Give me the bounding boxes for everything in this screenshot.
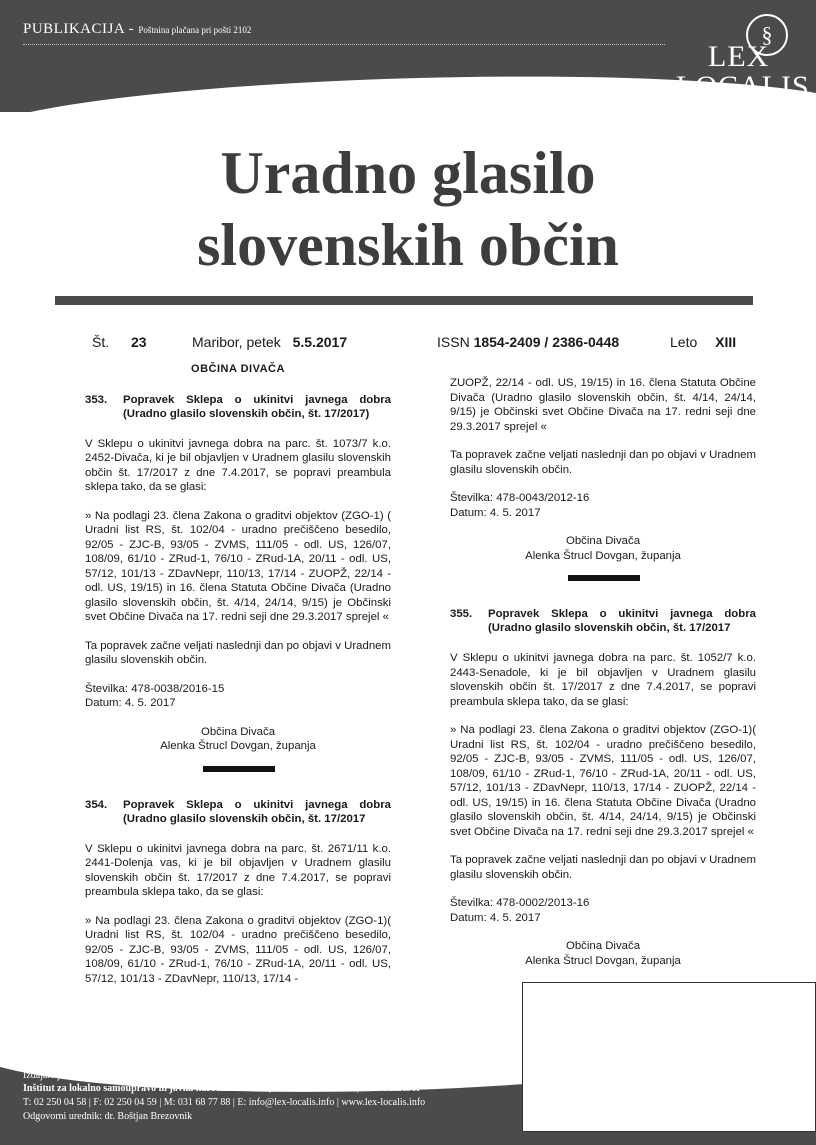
article-354-ref: Številka: 478-0043/2012-16 [450, 492, 590, 504]
article-353-effective: Ta popravek začne veljati naslednji dan po objavi v Uradnem glasilu slovenskih občin. [85, 639, 391, 666]
publisher-label: Izdajatelj: [23, 1070, 63, 1081]
issn-label: ISSN [437, 334, 470, 350]
article-353-title: Popravek Sklepa o ukinitvi javnega dobra (Uradno glasilo slovenskih občin, št. 17/2017) [123, 393, 391, 420]
article-354-title: Popravek Sklepa o ukinitvi javnega dobra (Uradno glasilo slovenskih občin, št. 17/2017 [123, 798, 391, 825]
issue-number-label: Št. [92, 334, 110, 350]
logo-lex-text: LEX [708, 40, 770, 73]
article-354-preamble-start: » Na podlagi 23. člena Zakona o graditvi objektov (ZGO-1)( Uradni list RS, št. 102/04 - uradno prečiščeno besedilo, 92/05 - ZJC-B, 93/05 - ZVMS, 111/05 - odl. US, 126/07, 108/09, 61/10 - ZRud-1, 76/10 - ZRud-1A, 20/11 - odl. US, 57/12, 101/13 - ZDavNepr, 110/13, 17/14 - [85, 914, 391, 985]
article-355-intro: V Sklepu o ukinitvi javnega dobra na parc. št. 1052/7 k.o. 2443-Senadole, ki je bil objavljen v Uradnem glasilu slovenskih občin št. 17/2017 z dne 7.4.2017, se popravi preambula sklepa tako, da se glasi: [450, 652, 756, 708]
header-band [0, 0, 816, 112]
publisher-contacts: T: 02 250 04 58 | F: 02 250 04 59 | M: 031 68 77 88 | E: info@lex-localis.info | www.lex-localis.info [23, 1097, 426, 1108]
address-label-box [522, 982, 816, 1132]
dotted-divider [23, 44, 665, 45]
issue-number [92, 334, 147, 350]
publisher-name: Inštitut za lokalno samoupravo in javna naročila Maribor, Smetanova ulica 30, 2000 Maribor [23, 1083, 421, 1094]
article-354-heading [85, 798, 391, 826]
masthead-rule [55, 296, 753, 305]
year-label: Leto [670, 334, 698, 350]
article-354-intro: V Sklepu o ukinitvi javnega dobra na parc. št. 2671/11 k.o. 2441-Dolenja vas, ki je bil objavljen v Uradnem glasilu slovenskih občin št. 17/2017 z dne 7.4.2017, se popravi preambula sklepa tako, da se glasi: [85, 842, 391, 898]
publication-dash: - [124, 21, 139, 37]
issn-value: 1854-2409 / 2386-0448 [473, 334, 620, 350]
issue-place-label: Maribor, petek [192, 334, 281, 350]
issue-date: 5.5.2017 [292, 334, 348, 350]
masthead-line-2: slovenskih občin [197, 212, 619, 278]
article-355-effective: Ta popravek začne veljati naslednji dan po objavi v Uradnem glasilu slovenskih občin. [450, 854, 756, 881]
article-355-title: Popravek Sklepa o ukinitvi javnega dobra (Uradno glasilo slovenskih občin, št. 17/2017 [488, 608, 756, 634]
issue-number-value: 23 [131, 334, 147, 350]
left-column [85, 362, 391, 986]
logo-localis-text: LOCALIS [676, 70, 810, 103]
article-353-sig-org: Občina Divača [200, 725, 276, 738]
article-353-ref: Številka: 478-0038/2016-15 [85, 682, 225, 695]
right-column [450, 376, 756, 968]
article-353-date: Datum: 4. 5. 2017 [85, 697, 176, 709]
article-353-number: 353. [85, 393, 108, 406]
article-355-heading [450, 607, 756, 635]
lex-localis-logo [672, 12, 812, 104]
year-value: XIII [715, 334, 737, 350]
article-355-date: Datum: 4. 5. 2017 [450, 911, 541, 924]
article-354-preamble-end: ZUOPŽ, 22/14 - odl. US, 19/15) in 16. člena Statuta Občine Divača (Uradno glasilo slovenskih občin, št. 4/14, 24/14, 9/15) je Občinski svet Občine Divača na 17. redni seji dne 29.3.2017 sprejel « [450, 377, 756, 433]
article-355-number: 355. [450, 608, 473, 620]
issue-place-date [192, 334, 347, 350]
article-354-effective: Ta popravek začne veljati naslednji dan po objavi v Uradnem glasilu slovenskih občin. [450, 449, 756, 476]
article-355-sig-name: Alenka Štrucl Dovgan, županja [525, 954, 681, 967]
article-354-sig-name: Alenka Štrucl Dovgan, županja [525, 549, 681, 562]
article-355-preamble: » Na podlagi 23. člena Zakona o graditvi objektov (ZGO-1)( Uradni list RS, št. 102/04 - uradno prečiščeno besedilo, 92/05 - ZJC-B, 93/05 - ZVMS, 111/05 - odl. US, 126/07, 108/09, 61/10 - ZRud-1, 76/10 - ZRud-1A, 20/11 - odl. US, 57/12, 101/13 - ZDavNepr, 110/13, 17/14 - ZUOPŽ, 22/14 - odl. US, 19/15) in 16. člena Statuta Občine Divača (Uradno glasilo slovenskih občin, št. 4/14, 24/14, 9/15) je Občinski svet Občine Divača na 17. redni seji dne 29.3.2017 sprejel « [450, 724, 756, 838]
article-353-sig-name: Alenka Štrucl Dovgan, županja [160, 740, 316, 752]
issue-year [670, 334, 736, 350]
article-354-sig-org: Občina Divača [565, 535, 641, 547]
article-355-ref: Številka: 478-0002/2013-16 [450, 897, 590, 909]
article-355-sig-org: Občina Divača [565, 940, 641, 952]
masthead-line-1: Uradno glasilo [220, 140, 596, 206]
article-353-intro: V Sklepu o ukinitvi javnega dobra na parc. št. 1073/7 k.o. 2452-Divača, ki je bil objavljen v Uradnem glasilu slovenskih občin št. 17/2017 z dne 7.4.2017, se popravi preambula sklepa tako, da se glasi: [85, 437, 391, 493]
municipality-heading: OBČINA DIVAČA [191, 363, 285, 375]
publication-line [23, 20, 251, 38]
article-354-date: Datum: 4. 5. 2017 [450, 506, 541, 519]
editor-line: Odgovorni urednik: dr. Boštjan Brezovnik [23, 1111, 193, 1122]
publication-title: PUBLIKACIJA [23, 21, 125, 37]
issue-issn [437, 334, 619, 350]
postage-note: Poštnina plačana pri pošti 2102 [138, 25, 252, 35]
article-353-preamble: » Na podlagi 23. člena Zakona o graditvi objektov (ZGO-1) ( Uradni list RS, št. 102/04 - uradno prečiščeno besedilo, 92/05 - ZJC-B, 93/05 - ZVMS, 111/05 - odl. US, 126/07, 108/09, 61/10 - ZRud-1, 76/10 - ZRud-1A, 20/11 - odl. US, 57/12, 101/13 - ZDavNepr, 110/13, 17/14 - ZUOPŽ, 22/14 - odl. US, 19/15) in 16. člena Statuta Občine Divača (Uradno glasilo slovenskih občin, št. 4/14, 24/14, 9/15) je Občinski svet Občine Divača na 17. redni seji dne 29.3.2017 sprejel « [85, 509, 391, 623]
article-354-number: 354. [85, 798, 108, 811]
masthead-title [0, 137, 816, 281]
article-353-heading [85, 393, 391, 421]
paragraph-section-icon: § [746, 14, 788, 56]
